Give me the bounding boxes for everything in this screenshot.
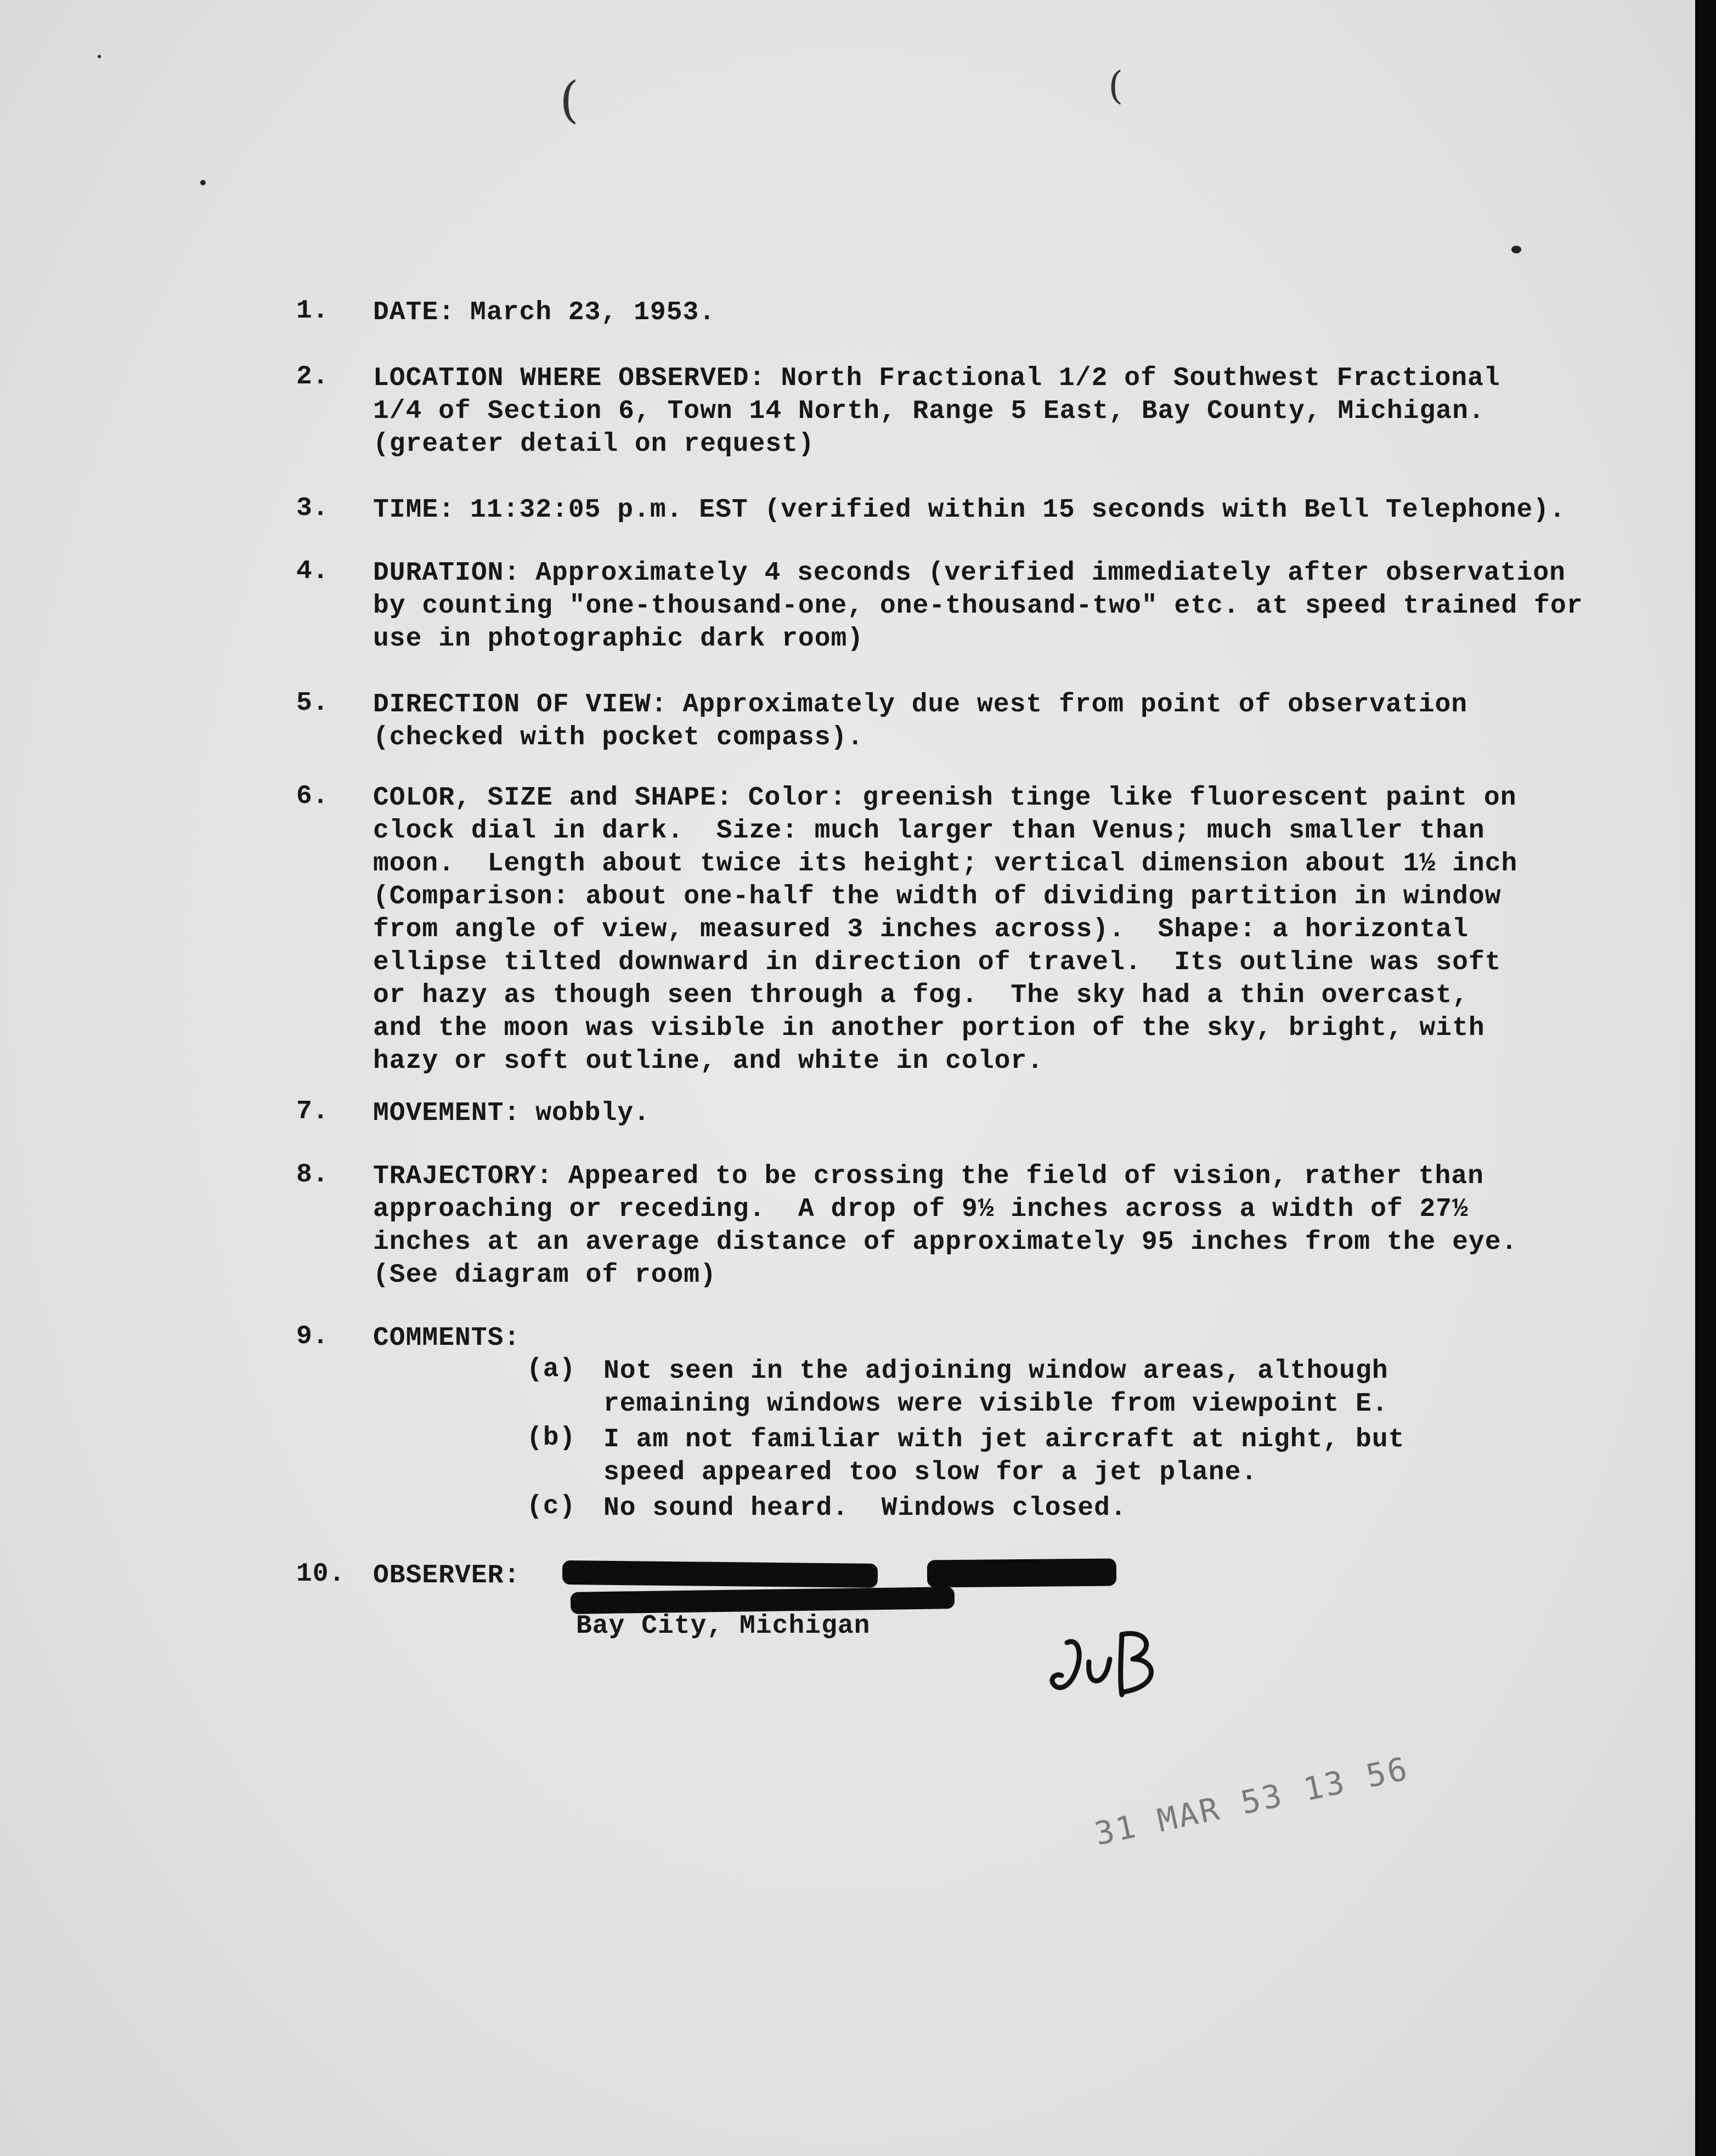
item-text: (Comparison: about one-half the width of dividing partition in window <box>373 882 1501 912</box>
item-text: Color: greenish tinge like fluorescent paint on <box>748 783 1517 813</box>
item-text: (greater detail on request) <box>373 429 815 459</box>
item-text: approaching or receding. A drop of 9½ inches across a width of 27½ <box>373 1195 1469 1224</box>
item-number: 5. <box>296 688 329 718</box>
scan-speck <box>200 180 206 185</box>
scan-speck <box>98 55 101 58</box>
item-number: 4. <box>296 557 329 586</box>
item-text: 11:32:05 p.m. EST (verified within 15 seconds with Bell Telephone). <box>470 495 1566 525</box>
item-text: and the moon was visible in another portion of the sky, bright, with <box>373 1014 1485 1043</box>
item-text: March 23, 1953. <box>470 298 716 327</box>
item-text: wobbly. <box>535 1099 650 1128</box>
comment-letter: (c) <box>527 1492 576 1521</box>
date-stamp: 31 MAR 53 13 56 <box>1091 1750 1413 1853</box>
item-label: OBSERVER: <box>373 1561 521 1591</box>
item-text: moon. Length about twice its height; vertical dimension about 1½ inch <box>373 849 1518 879</box>
item-number: 10. <box>296 1559 346 1589</box>
item-text: 1/4 of Section 6, Town 14 North, Range 5 East, Bay County, Michigan. <box>373 397 1485 426</box>
item-label: DATE: <box>373 298 455 327</box>
item-text: or hazy as though seen through a fog. The sky had a thin overcast, <box>373 981 1469 1010</box>
item-number: 6. <box>296 782 329 811</box>
item-label: LOCATION WHERE OBSERVED: <box>373 364 766 393</box>
observer-location: Bay City, Michigan <box>576 1611 871 1641</box>
comment-text: Not seen in the adjoining window areas, although <box>603 1356 1388 1386</box>
item-number: 9. <box>296 1322 329 1351</box>
scan-speck <box>1511 246 1521 253</box>
item-text: (checked with pocket compass). <box>373 723 864 752</box>
item-text: inches at an average distance of approximately 95 inches from the eye. <box>373 1227 1518 1257</box>
item-text: hazy or soft outline, and white in color. <box>373 1046 1043 1076</box>
item-text: from angle of view, measured 3 inches across). Shape: a horizontal <box>373 915 1469 944</box>
item-text: clock dial in dark. Size: much larger than Venus; much smaller than <box>373 816 1485 846</box>
comment-text: I am not familiar with jet aircraft at night, but <box>603 1425 1405 1455</box>
item-text: by counting "one-thousand-one, one-thousand-two" etc. at speed trained for <box>373 591 1583 621</box>
item-label: MOVEMENT: <box>373 1099 521 1128</box>
signature-initials <box>1045 1621 1171 1714</box>
item-label: DIRECTION OF VIEW: <box>373 690 668 720</box>
comment-letter: (a) <box>527 1355 576 1384</box>
item-text: use in photographic dark room) <box>373 624 864 654</box>
item-number: 8. <box>296 1160 329 1190</box>
item-label: COLOR, SIZE and SHAPE: <box>373 783 733 813</box>
item-label: COMMENTS: <box>373 1323 521 1353</box>
comment-text: No sound heard. Windows closed. <box>603 1493 1127 1523</box>
item-number: 3. <box>296 494 329 523</box>
item-label: DURATION: <box>373 558 521 588</box>
item-label: TRAJECTORY: <box>373 1162 553 1191</box>
redaction-bar <box>571 1587 955 1614</box>
item-text: ellipse tilted downward in direction of travel. Its outline was soft <box>373 948 1501 977</box>
comment-text: speed appeared too slow for a jet plane. <box>603 1458 1258 1487</box>
comment-letter: (b) <box>527 1423 576 1453</box>
redaction-bar <box>562 1560 878 1588</box>
item-text: Approximately 4 seconds (verified immediately after observation <box>535 558 1566 588</box>
item-number: 2. <box>296 362 329 392</box>
item-text: North Fractional 1/2 of Southwest Fractional <box>781 364 1500 393</box>
item-text: (See diagram of room) <box>373 1260 716 1290</box>
item-text: Appeared to be crossing the field of vision, rather than <box>568 1162 1484 1191</box>
item-number: 7. <box>296 1097 329 1127</box>
redaction-bar <box>927 1558 1116 1587</box>
scan-mark-right: ( <box>1108 63 1124 108</box>
scan-mark-left: ( <box>560 71 579 129</box>
comment-text: remaining windows were visible from viewpoint E. <box>603 1389 1388 1419</box>
item-text: Approximately due west from point of observation <box>682 690 1468 720</box>
item-number: 1. <box>296 296 329 326</box>
item-label: TIME: <box>373 495 455 525</box>
